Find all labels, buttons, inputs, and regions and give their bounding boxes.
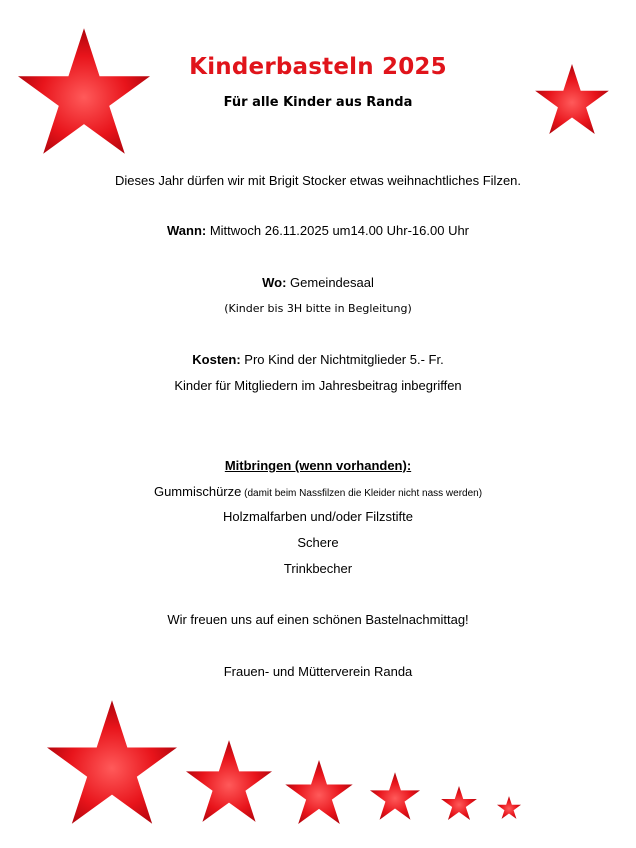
mitbringen-heading-text: Mitbringen (wenn vorhanden): <box>224 458 412 473</box>
star-icon <box>18 28 150 154</box>
page-subtitle: Für alle Kinder aus Randa <box>223 95 413 110</box>
mitbringen-heading <box>0 458 636 473</box>
wo-value: Gemeindesaal <box>286 275 374 290</box>
star-icon <box>47 700 177 824</box>
wann-value: Mittwoch 26.11.2025 um14.00 Uhr-16.00 Uhr <box>206 223 470 238</box>
wann-line <box>0 223 636 238</box>
star-icon <box>285 760 353 824</box>
wann-label: Wann: <box>166 223 207 238</box>
star-icon <box>370 772 420 820</box>
star-icon <box>186 740 272 822</box>
closing-text: Wir freuen uns auf einen schönen Bastelnachmittag! <box>167 612 469 627</box>
list-item: Trinkbecher <box>283 561 353 576</box>
wo-note: (Kinder bis 3H bitte in Begleitung) <box>224 302 412 315</box>
list-item <box>0 484 636 499</box>
list-item: Holzmalfarben und/oder Filzstifte <box>222 509 414 524</box>
intro-text: Dieses Jahr dürfen wir mit Brigit Stocker etwas weihnachtliches Filzen. <box>114 173 522 188</box>
page-title: Kinderbasteln 2025 <box>189 54 447 80</box>
star-icon <box>497 796 521 819</box>
kosten-note: Kinder für Mitgliedern im Jahresbeitrag inbegriffen <box>174 378 462 393</box>
wo-line <box>0 275 636 290</box>
star-icon <box>441 786 477 820</box>
kosten-value: Pro Kind der Nichtmitglieder 5.- Fr. <box>240 352 444 367</box>
signature: Frauen- und Mütterverein Randa <box>223 664 413 679</box>
kosten-line <box>0 352 636 367</box>
item-1-note: (damit beim Nassfilzen die Kleider nicht nass werden) <box>241 488 483 499</box>
list-item: Schere <box>297 535 339 550</box>
kosten-label: Kosten: <box>192 352 241 367</box>
wo-label: Wo: <box>262 275 287 290</box>
item-1-text: Gummischürze <box>153 484 242 499</box>
